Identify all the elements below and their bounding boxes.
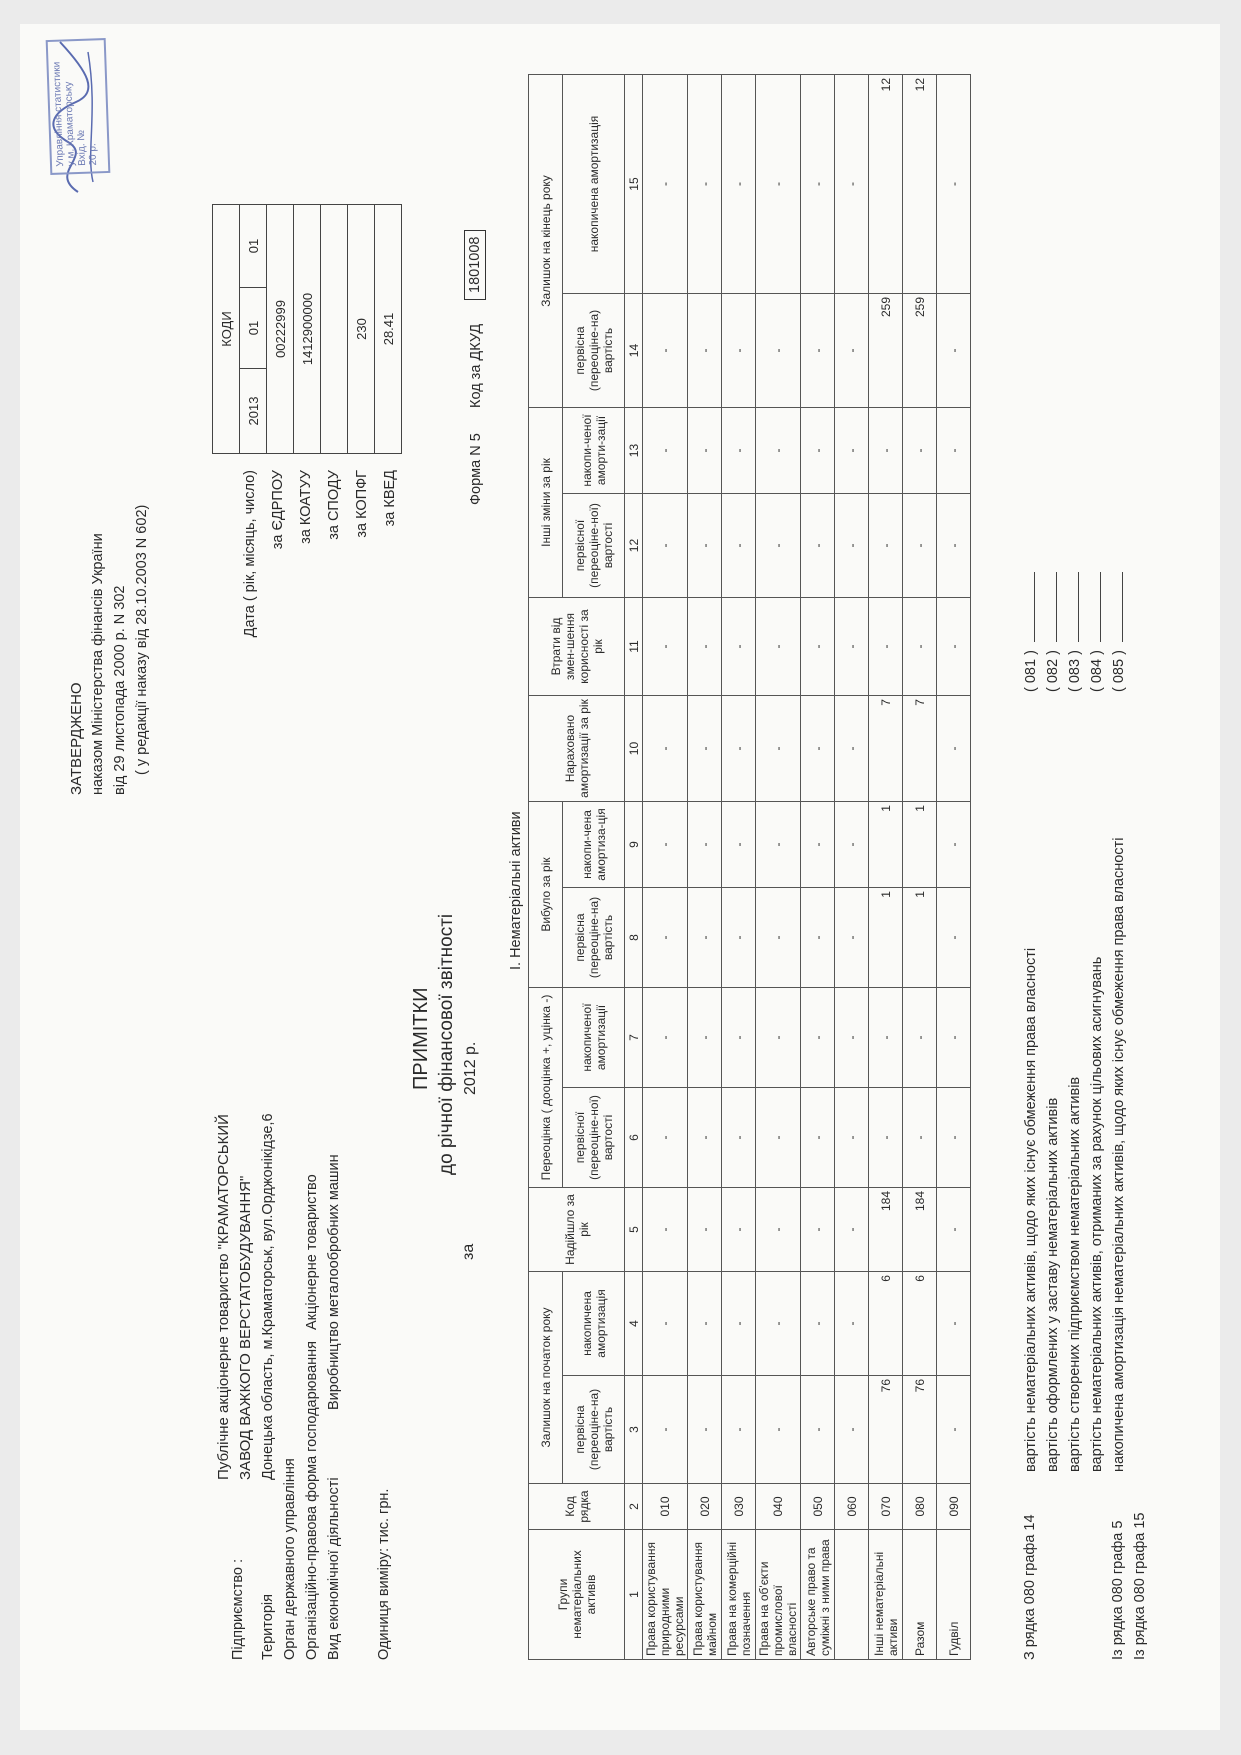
approved-title: ЗАТВЕРДЖЕНО <box>68 682 85 795</box>
section-title: І. Нематеріальні активи <box>508 811 524 970</box>
cell-col-13: - <box>756 408 801 494</box>
footer-line <box>1042 572 1064 1472</box>
row-name: Права користування природними ресурсами <box>643 1530 688 1660</box>
row-code: 020 <box>688 1484 722 1530</box>
row-name: Права користування майном <box>688 1530 722 1660</box>
title-for: за <box>460 1243 477 1260</box>
row-name <box>835 1530 869 1660</box>
cell-col-8: - <box>835 888 869 988</box>
col-number-12: 12 <box>625 494 643 598</box>
footer-line-blank <box>1020 572 1035 642</box>
cell-col-12: - <box>756 494 801 598</box>
cell-col-8: - <box>722 888 756 988</box>
cell-col-6: - <box>869 1088 903 1188</box>
col-number-9: 9 <box>625 802 643 888</box>
cell-col-13: - <box>722 408 756 494</box>
col-number-5: 5 <box>625 1188 643 1272</box>
activity-value: Виробництво металообробних машин <box>326 1154 342 1410</box>
table-row <box>643 75 688 1660</box>
hdr-other-amort: накопи-ченої аморти-зації <box>563 408 625 494</box>
col-number-3: 3 <box>625 1376 643 1484</box>
territory-value: Донецька область, м.Краматорськ, вул.Орджонікідзе,6 <box>260 1113 276 1480</box>
cell-col-12: - <box>937 494 971 598</box>
cell-col-13: - <box>869 408 903 494</box>
cell-col-10: - <box>756 696 801 802</box>
date-day: 01 <box>240 205 267 288</box>
cell-col-12: - <box>688 494 722 598</box>
col-number-2: 2 <box>625 1484 643 1530</box>
hdr-start: Залишок на початок року <box>529 1272 563 1484</box>
cell-col-12: - <box>643 494 688 598</box>
cell-col-6: - <box>643 1088 688 1188</box>
footer-left-2: Із рядка 080 графа 5 <box>1110 1520 1126 1660</box>
hdr-start-cost: первісна (переоціне-на) вартість <box>563 1376 625 1484</box>
footer-line-text: вартість оформлених у заставу нематеріальних активів <box>1045 1097 1061 1472</box>
hdr-reval-cost: первісної (переоціне-ної) вартості <box>563 1088 625 1188</box>
cell-col-3: - <box>722 1376 756 1484</box>
cell-col-14: - <box>937 294 971 408</box>
edrpou-label: за ЄДРПОУ <box>270 470 286 550</box>
hdr-end-cost: первісна (переоціне-на) вартість <box>563 294 625 408</box>
footer-line <box>1086 572 1108 1472</box>
cell-col-15: - <box>688 75 722 294</box>
territory-label: Територія <box>260 1594 276 1660</box>
table-row <box>801 75 835 1660</box>
kopfg-label: за КОПФГ <box>354 470 370 538</box>
cell-col-6: - <box>722 1088 756 1188</box>
footer-line-text: накопичена амортизація нематеріальних активів, щодо яких існує обмеження права власності <box>1111 837 1127 1472</box>
cell-col-10: 7 <box>903 696 937 802</box>
cell-col-4: - <box>688 1272 722 1376</box>
footer-line-blank <box>1064 572 1079 642</box>
codes-table <box>212 204 402 454</box>
cell-col-9: - <box>722 802 756 888</box>
cell-col-12: - <box>869 494 903 598</box>
hdr-end: Залишок на кінець року <box>529 75 563 408</box>
footer-line-code: ( 082 ) <box>1045 650 1061 692</box>
cell-col-15: 12 <box>869 75 903 294</box>
row-code: 090 <box>937 1484 971 1530</box>
form-number: Форма N 5 <box>468 433 484 505</box>
cell-col-11: - <box>688 598 722 696</box>
cell-col-6: - <box>903 1088 937 1188</box>
footer-line-code: ( 085 ) <box>1111 650 1127 692</box>
table-row <box>903 75 937 1660</box>
cell-col-3: - <box>801 1376 835 1484</box>
cell-col-7: - <box>756 988 801 1088</box>
cell-col-11: - <box>869 598 903 696</box>
cell-col-8: 1 <box>903 888 937 988</box>
footer-line <box>1064 572 1086 1472</box>
row-code: 060 <box>835 1484 869 1530</box>
cell-col-5: - <box>722 1188 756 1272</box>
hdr-disp-cost: первісна (переоціне-на) вартість <box>563 888 625 988</box>
cell-col-9: - <box>835 802 869 888</box>
table-row <box>688 75 722 1660</box>
footer-line <box>1020 572 1042 1472</box>
hdr-received: Надійшло за рік <box>529 1188 625 1272</box>
cell-col-3: - <box>756 1376 801 1484</box>
footer-line-code: ( 081 ) <box>1023 650 1039 692</box>
cell-col-13: - <box>835 408 869 494</box>
row-name: Права на комерційні позначення <box>722 1530 756 1660</box>
legal-form-value: Акціонерне товариство <box>304 1174 320 1330</box>
cell-col-10: - <box>688 696 722 802</box>
cell-col-11: - <box>937 598 971 696</box>
hdr-group: Групи нематеріальних активів <box>529 1530 625 1660</box>
codes-header: КОДИ <box>213 205 240 454</box>
hdr-end-amort: накопичена амортизація <box>563 75 625 294</box>
cell-col-7: - <box>903 988 937 1088</box>
cell-col-14: - <box>801 294 835 408</box>
row-name: Права на об'єкти промислової власності <box>756 1530 801 1660</box>
cell-col-9: - <box>643 802 688 888</box>
cell-col-5: - <box>937 1188 971 1272</box>
cell-col-7: - <box>643 988 688 1088</box>
cell-col-13: - <box>643 408 688 494</box>
enterprise-label: Підприємство : <box>230 1558 246 1660</box>
intangible-assets-table <box>528 74 971 1660</box>
footer-line-text: вартість нематеріальних активів, отриманих за рахунок цільових асигнувань <box>1089 956 1105 1472</box>
col-number-10: 10 <box>625 696 643 802</box>
row-code: 080 <box>903 1484 937 1530</box>
hdr-start-amort: накопичена амортизація <box>563 1272 625 1376</box>
activity-label: Вид економічної діяльності <box>326 1477 342 1660</box>
date-month: 01 <box>240 288 267 369</box>
cell-col-8: - <box>756 888 801 988</box>
cell-col-14: - <box>835 294 869 408</box>
cell-col-3: 76 <box>869 1376 903 1484</box>
row-name: Разом <box>903 1530 937 1660</box>
cell-col-3: - <box>835 1376 869 1484</box>
cell-col-5: - <box>835 1188 869 1272</box>
cell-col-6: - <box>835 1088 869 1188</box>
cell-col-5: 184 <box>869 1188 903 1272</box>
cell-col-14: - <box>688 294 722 408</box>
cell-col-5: 184 <box>903 1188 937 1272</box>
row-code: 070 <box>869 1484 903 1530</box>
cell-col-11: - <box>643 598 688 696</box>
cell-col-8: 1 <box>869 888 903 988</box>
approved-line-1: наказом Міністерства фінансів України <box>90 533 106 795</box>
stamp-line-2: у м. Краматорську <box>63 81 78 167</box>
cell-col-5: - <box>801 1188 835 1272</box>
cell-col-4: - <box>722 1272 756 1376</box>
cell-col-11: - <box>801 598 835 696</box>
stamp-line-4: 20 р. <box>87 143 100 166</box>
cell-col-9: - <box>937 802 971 888</box>
cell-col-8: - <box>688 888 722 988</box>
cell-col-15: - <box>756 75 801 294</box>
cell-col-10: - <box>937 696 971 802</box>
cell-col-10: - <box>835 696 869 802</box>
footer-line <box>1108 572 1130 1472</box>
cell-col-6: - <box>937 1088 971 1188</box>
row-code: 030 <box>722 1484 756 1530</box>
hdr-impair: Втрати від змен-шення корисності за рік <box>529 598 625 696</box>
cell-col-12: - <box>801 494 835 598</box>
col-number-8: 8 <box>625 888 643 988</box>
cell-col-6: - <box>688 1088 722 1188</box>
row-name: Гудвіл <box>937 1530 971 1660</box>
enterprise-line-1: Публічне акціонерне товариство "КРАМАТОРСЬКИЙ <box>215 1114 232 1480</box>
koatuu-label: за КОАТУУ <box>298 470 314 544</box>
report-year: 2012 р. <box>462 1041 479 1095</box>
unit-label: Одиниця виміру: тис. грн. <box>376 1488 392 1660</box>
hdr-other-cost: первісної (переоціне-ної) вартості <box>563 494 625 598</box>
cell-col-15: - <box>643 75 688 294</box>
table-row <box>937 75 971 1660</box>
table-body <box>643 75 971 1660</box>
col-number-4: 4 <box>625 1272 643 1376</box>
table-row <box>756 75 801 1660</box>
col-number-6: 6 <box>625 1088 643 1188</box>
cell-col-4: - <box>937 1272 971 1376</box>
cell-col-4: - <box>756 1272 801 1376</box>
cell-col-12: - <box>903 494 937 598</box>
cell-col-4: 6 <box>903 1272 937 1376</box>
title-sub: до річної фінансової звітності <box>436 913 457 1175</box>
col-number-1: 1 <box>625 1530 643 1660</box>
authority-label: Орган державного управління <box>282 1458 298 1660</box>
cell-col-7: - <box>688 988 722 1088</box>
cell-col-3: - <box>643 1376 688 1484</box>
cell-col-9: 1 <box>903 802 937 888</box>
cell-col-8: - <box>643 888 688 988</box>
stamp-line-3: Вхід. № <box>75 129 89 167</box>
column-number-row <box>625 75 643 1660</box>
col-number-14: 14 <box>625 294 643 408</box>
hdr-disp-amort: накопи-чена амортиза-ція <box>563 802 625 888</box>
footer-line-blank <box>1086 572 1101 642</box>
cell-col-13: - <box>688 408 722 494</box>
col-number-15: 15 <box>625 75 643 294</box>
row-code: 040 <box>756 1484 801 1530</box>
cell-col-14: - <box>756 294 801 408</box>
date-year: 2013 <box>240 369 267 454</box>
hdr-accrued: Нараховано амортизації за рік <box>529 696 625 802</box>
cell-col-8: - <box>801 888 835 988</box>
date-label: Дата ( рік, місяць, число) <box>242 470 258 638</box>
cell-col-15: 12 <box>903 75 937 294</box>
cell-col-13: - <box>903 408 937 494</box>
approved-line-2: від 29 листопада 2000 р. N 302 <box>112 585 128 795</box>
footer-line-blank <box>1042 572 1057 642</box>
kved-value: 28.41 <box>375 205 402 454</box>
cell-col-11: - <box>835 598 869 696</box>
footer-line-blank <box>1108 572 1123 642</box>
cell-col-15: - <box>801 75 835 294</box>
cell-col-5: - <box>688 1188 722 1272</box>
cell-col-14: 259 <box>869 294 903 408</box>
cell-col-7: - <box>869 988 903 1088</box>
edrpou-value: 00222999 <box>267 205 294 454</box>
cell-col-3: - <box>937 1376 971 1484</box>
row-code: 010 <box>643 1484 688 1530</box>
col-number-7: 7 <box>625 988 643 1088</box>
cell-col-7: - <box>801 988 835 1088</box>
row-name: Авторське право та суміжні з ними права <box>801 1530 835 1660</box>
hdr-other: Інші зміни за рік <box>529 408 563 598</box>
table-row <box>722 75 756 1660</box>
cell-col-9: 1 <box>869 802 903 888</box>
cell-col-15: - <box>835 75 869 294</box>
row-name: Інші нематеріальні активи <box>869 1530 903 1660</box>
footer-line-text: вартість створених підприємством нематеріальних активів <box>1067 1076 1083 1472</box>
cell-col-15: - <box>722 75 756 294</box>
cell-col-14: - <box>643 294 688 408</box>
cell-col-5: - <box>756 1188 801 1272</box>
title-main: ПРИМІТКИ <box>410 987 432 1090</box>
cell-col-10: - <box>722 696 756 802</box>
footer-line-text: вартість нематеріальних активів, щодо яких існує обмеження права власності <box>1023 947 1039 1472</box>
hdr-reval-amort: накопиченої амортизації <box>563 988 625 1088</box>
cell-col-11: - <box>903 598 937 696</box>
cell-col-7: - <box>835 988 869 1088</box>
enterprise-line-2: ЗАВОД ВАЖКОГО ВЕРСТАТОБУДУВАННЯ" <box>237 1175 254 1480</box>
cell-col-10: 7 <box>869 696 903 802</box>
koatuu-value: 1412900000 <box>294 205 321 454</box>
footer-left-3: Із рядка 080 графа 15 <box>1132 1512 1148 1660</box>
cell-col-15: - <box>937 75 971 294</box>
col-number-13: 13 <box>625 408 643 494</box>
cell-col-13: - <box>801 408 835 494</box>
cell-col-6: - <box>756 1088 801 1188</box>
table-row <box>869 75 903 1660</box>
spodu-label: за СПОДУ <box>326 470 342 540</box>
hdr-disposed: Вибуло за рік <box>529 802 563 988</box>
legal-form-label: Організаційно-правова форма господарювання <box>304 1341 320 1660</box>
kved-label: за КВЕД <box>382 470 398 527</box>
dkud-label: Код за ДКУД <box>468 323 484 408</box>
cell-col-4: - <box>801 1272 835 1376</box>
footer-line-code: ( 083 ) <box>1067 650 1083 692</box>
dkud-value: 1801008 <box>464 230 486 300</box>
col-number-11: 11 <box>625 598 643 696</box>
cell-col-9: - <box>756 802 801 888</box>
cell-col-14: 259 <box>903 294 937 408</box>
statistics-stamp <box>46 38 111 175</box>
footer-left-1: З рядка 080 графа 14 <box>1022 1514 1038 1660</box>
cell-col-4: 6 <box>869 1272 903 1376</box>
hdr-reval: Переоцінка ( дооцінка +, уцінка -) <box>529 988 563 1188</box>
cell-col-9: - <box>688 802 722 888</box>
cell-col-3: - <box>688 1376 722 1484</box>
cell-col-6: - <box>801 1088 835 1188</box>
cell-col-7: - <box>722 988 756 1088</box>
hdr-code: Код рядка <box>529 1484 625 1530</box>
cell-col-8: - <box>937 888 971 988</box>
row-code: 050 <box>801 1484 835 1530</box>
cell-col-5: - <box>643 1188 688 1272</box>
cell-col-3: 76 <box>903 1376 937 1484</box>
approved-line-3: ( у редакції наказу від 28.10.2003 N 602) <box>134 504 150 775</box>
cell-col-14: - <box>722 294 756 408</box>
cell-col-11: - <box>722 598 756 696</box>
table-row <box>835 75 869 1660</box>
cell-col-4: - <box>643 1272 688 1376</box>
cell-col-10: - <box>801 696 835 802</box>
cell-col-4: - <box>835 1272 869 1376</box>
cell-col-11: - <box>756 598 801 696</box>
cell-col-13: - <box>937 408 971 494</box>
document-page <box>20 24 1220 1730</box>
cell-col-12: - <box>835 494 869 598</box>
kopfg-value: 230 <box>348 205 375 454</box>
cell-col-9: - <box>801 802 835 888</box>
stamp-line-1: Управління статистики <box>51 61 67 167</box>
spodu-value <box>321 205 348 454</box>
footer-lines <box>1020 572 1130 1472</box>
cell-col-10: - <box>643 696 688 802</box>
rotated-content <box>20 24 1220 1730</box>
footer-line-code: ( 084 ) <box>1089 650 1105 692</box>
cell-col-7: - <box>937 988 971 1088</box>
cell-col-12: - <box>722 494 756 598</box>
